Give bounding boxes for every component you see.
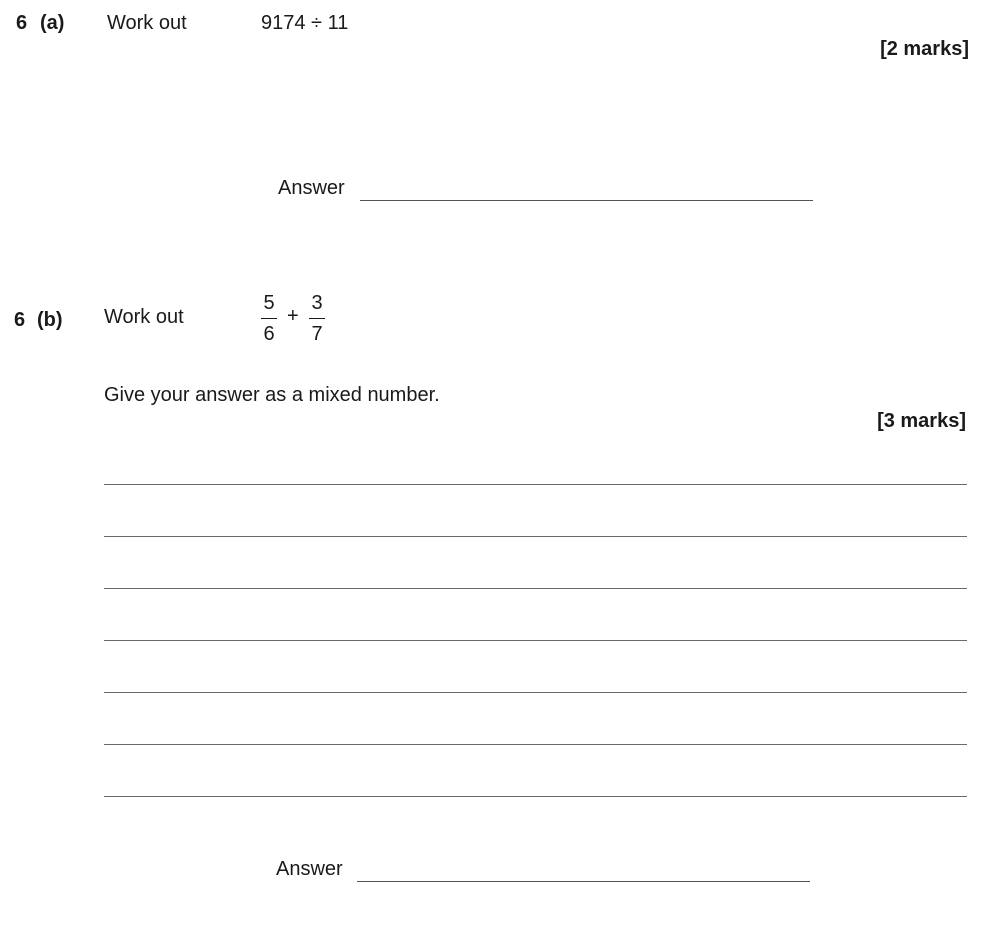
working-line[interactable] — [104, 640, 967, 641]
direction-text: Give your answer as a mixed number. — [104, 384, 440, 406]
marks-label: [3 marks] — [877, 410, 966, 432]
answer-line[interactable] — [360, 200, 813, 201]
question-part-label: (b) — [37, 309, 63, 331]
fraction-denominator: 7 — [311, 323, 323, 345]
answer-label: Answer — [276, 858, 343, 880]
working-line[interactable] — [104, 536, 967, 537]
working-line[interactable] — [104, 588, 967, 589]
fraction-numerator: 5 — [263, 292, 275, 314]
plus-operator: + — [287, 305, 299, 327]
question-number: 6 — [16, 12, 28, 34]
question-number: 6 — [14, 309, 26, 331]
marks-label: [2 marks] — [880, 38, 969, 60]
fraction-bar — [309, 318, 325, 319]
fraction-denominator: 6 — [263, 323, 275, 345]
fraction-numerator: 3 — [311, 292, 323, 314]
answer-label: Answer — [278, 177, 345, 199]
working-line[interactable] — [104, 744, 967, 745]
working-line[interactable] — [104, 692, 967, 693]
instruction-text: Work out — [107, 12, 187, 34]
working-line[interactable] — [104, 796, 967, 797]
answer-line[interactable] — [357, 881, 810, 882]
fraction-five-sixths — [261, 291, 277, 346]
working-line[interactable] — [104, 484, 967, 485]
fraction-three-sevenths — [309, 291, 325, 346]
fraction-bar — [261, 318, 277, 319]
question-part-label: (a) — [40, 12, 65, 34]
division-expression: 9174 ÷ 11 — [261, 12, 349, 34]
instruction-text: Work out — [104, 306, 184, 328]
